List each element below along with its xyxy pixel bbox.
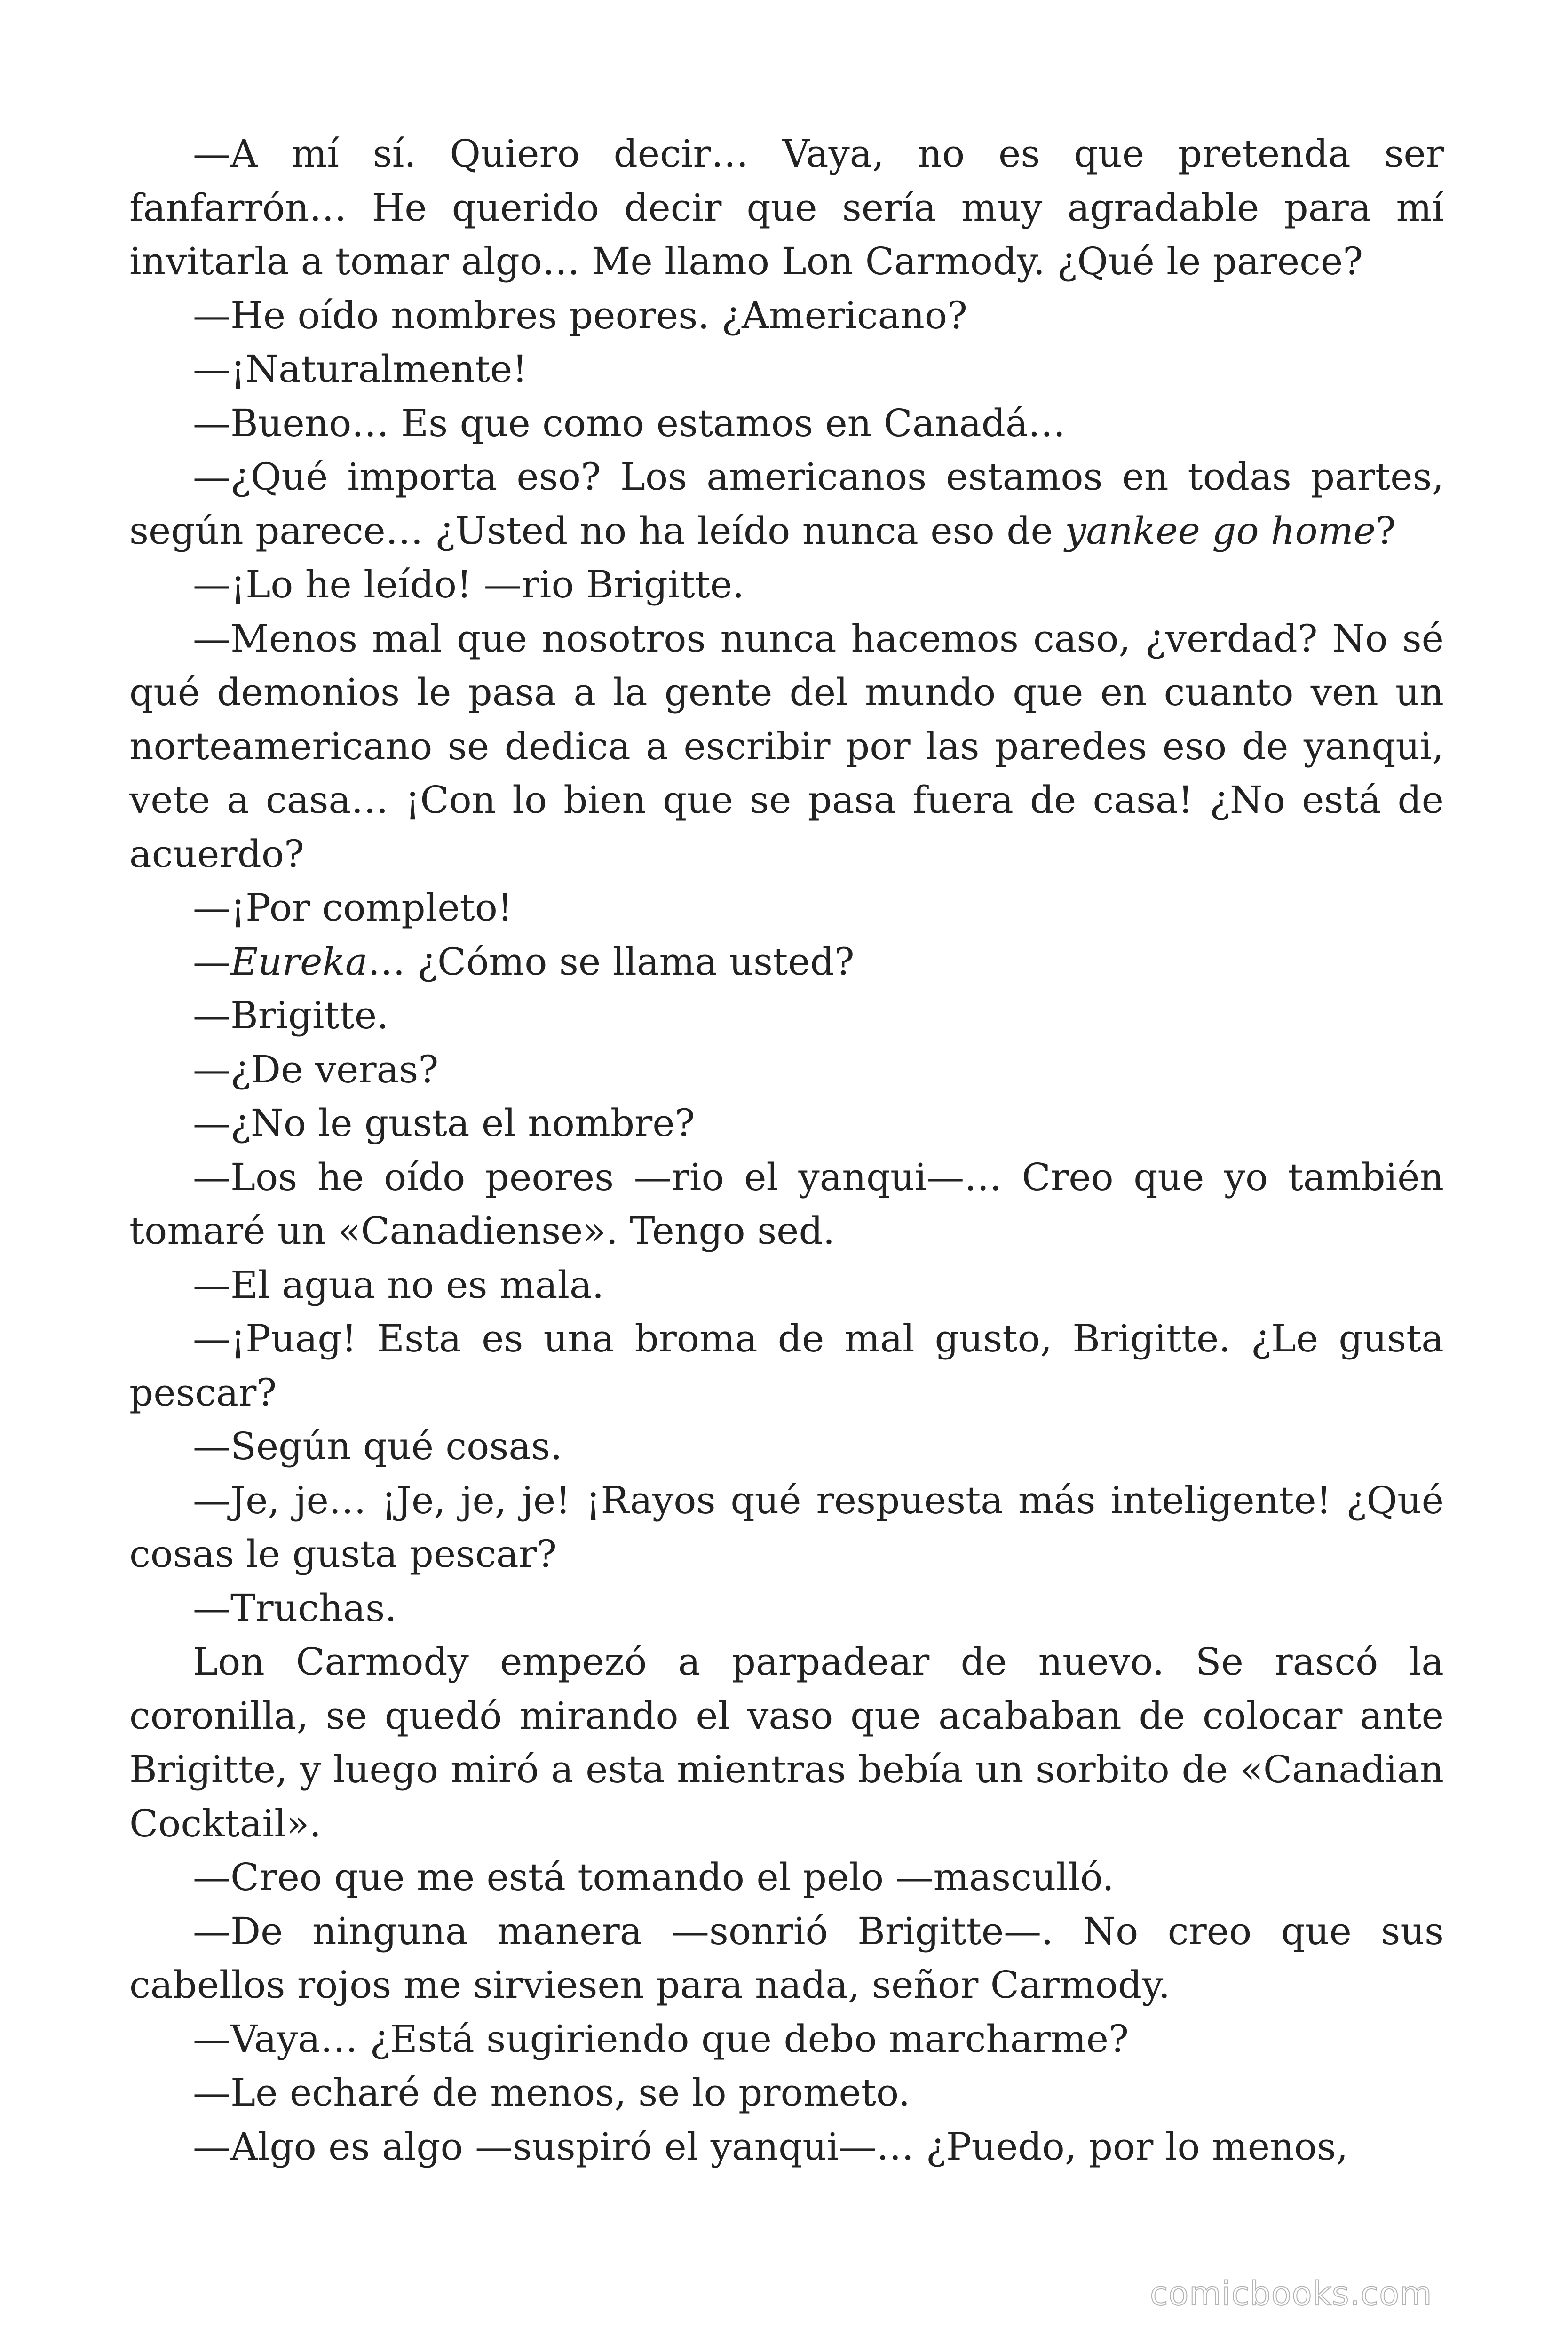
paragraph <box>129 612 1444 882</box>
paragraph <box>129 342 1444 397</box>
paragraph-text: —Los he oído peores —rio el yanqui—… Creo que yo también tomaré un «Canadiense». Tengo sed. <box>129 1155 1444 1253</box>
paragraph <box>129 2066 1444 2120</box>
paragraph <box>129 2120 1444 2174</box>
italic-text: Eureka <box>230 939 368 984</box>
paragraph <box>129 1851 1444 1905</box>
paragraph-text: ? <box>1375 509 1396 553</box>
paragraph-text: —Bueno… Es que como estamos en Canadá… <box>193 401 1066 445</box>
paragraph-text: —Menos mal que nosotros nunca hacemos caso, ¿verdad? No sé qué demonios le pasa a la gente del mundo que en cuanto ven un norteamericano se dedica a escribir por las paredes eso de yanqui, vete a casa… ¡Con lo bien que se pasa fuera de casa! ¿No está de acuerdo? <box>129 616 1444 876</box>
paragraph-text: —¡Por completo! <box>193 886 513 930</box>
paragraph <box>129 289 1444 343</box>
paragraph <box>129 1905 1444 2012</box>
paragraph-text: —Le echaré de menos, se lo prometo. <box>193 2071 911 2114</box>
paragraph <box>129 1151 1444 1258</box>
paragraph-text: —¿De veras? <box>193 1047 439 1091</box>
paragraph-text: —Creo que me está tomando el pelo —masculló. <box>193 1855 1114 1899</box>
watermark: comicbooks.com <box>1150 2274 1433 2313</box>
paragraph <box>129 1097 1444 1151</box>
page-text <box>129 127 1444 2174</box>
paragraph-text: … ¿Cómo se llama usted? <box>367 939 855 984</box>
paragraph-text: —¡Puag! Esta es una broma de mal gusto, Brigitte. ¿Le gusta pescar? <box>129 1317 1444 1414</box>
paragraph-text: —Vaya… ¿Está sugiriendo que debo marcharme? <box>193 2017 1129 2061</box>
paragraph <box>129 1043 1444 1097</box>
paragraph-text: —¡Naturalmente! <box>193 347 528 391</box>
paragraph <box>129 558 1444 612</box>
paragraph-text: —Truchas. <box>193 1586 397 1630</box>
paragraph <box>129 1474 1444 1581</box>
paragraph-text: — <box>193 939 230 984</box>
paragraph-text: —¿No le gusta el nombre? <box>193 1101 695 1145</box>
paragraph-text: —¡Lo he leído! —rio Brigitte. <box>193 563 744 606</box>
paragraph-text: —El agua no es mala. <box>193 1263 604 1307</box>
paragraph <box>129 450 1444 558</box>
paragraph <box>129 397 1444 451</box>
paragraph-text: —A mí sí. Quiero decir… Vaya, no es que pretenda ser fanfarrón… He querido decir que sería muy agradable para mí invitarla a tomar algo… Me llamo Lon Carmody. ¿Qué le parece? <box>129 132 1444 283</box>
paragraph <box>129 935 1444 989</box>
paragraph <box>129 1312 1444 1420</box>
paragraph <box>129 1420 1444 1474</box>
paragraph <box>129 1581 1444 1636</box>
paragraph-text: —Je, je… ¡Je, je, je! ¡Rayos qué respuesta más inteligente! ¿Qué cosas le gusta pescar? <box>129 1478 1444 1576</box>
paragraph-text: —¿Qué importa eso? Los americanos estamos en todas partes, según parece… ¿Usted no ha leído nunca eso de <box>129 455 1444 553</box>
paragraph <box>129 881 1444 935</box>
paragraph-text: —He oído nombres peores. ¿Americano? <box>193 293 967 337</box>
paragraph-text: —Algo es algo —suspiró el yanqui—… ¿Puedo, por lo menos, <box>193 2124 1348 2169</box>
paragraph <box>129 2012 1444 2066</box>
paragraph <box>129 989 1444 1043</box>
paragraph <box>129 1635 1444 1851</box>
paragraph <box>129 1258 1444 1312</box>
paragraph-text: —Según qué cosas. <box>193 1424 562 1468</box>
paragraph <box>129 127 1444 289</box>
paragraph-text: —Brigitte. <box>193 993 389 1037</box>
paragraph-text: —De ninguna manera —sonrió Brigitte—. No creo que sus cabellos rojos me sirviesen para nada, señor Carmody. <box>129 1909 1444 2007</box>
paragraph-text: Lon Carmody empezó a parpadear de nuevo. Se rascó la coronilla, se quedó mirando el vaso que acababan de colocar ante Brigitte, y luego miró a esta mientras bebía un sorbito de «Canadian Cocktail». <box>129 1640 1444 1845</box>
italic-text: yankee go home <box>1065 509 1376 553</box>
